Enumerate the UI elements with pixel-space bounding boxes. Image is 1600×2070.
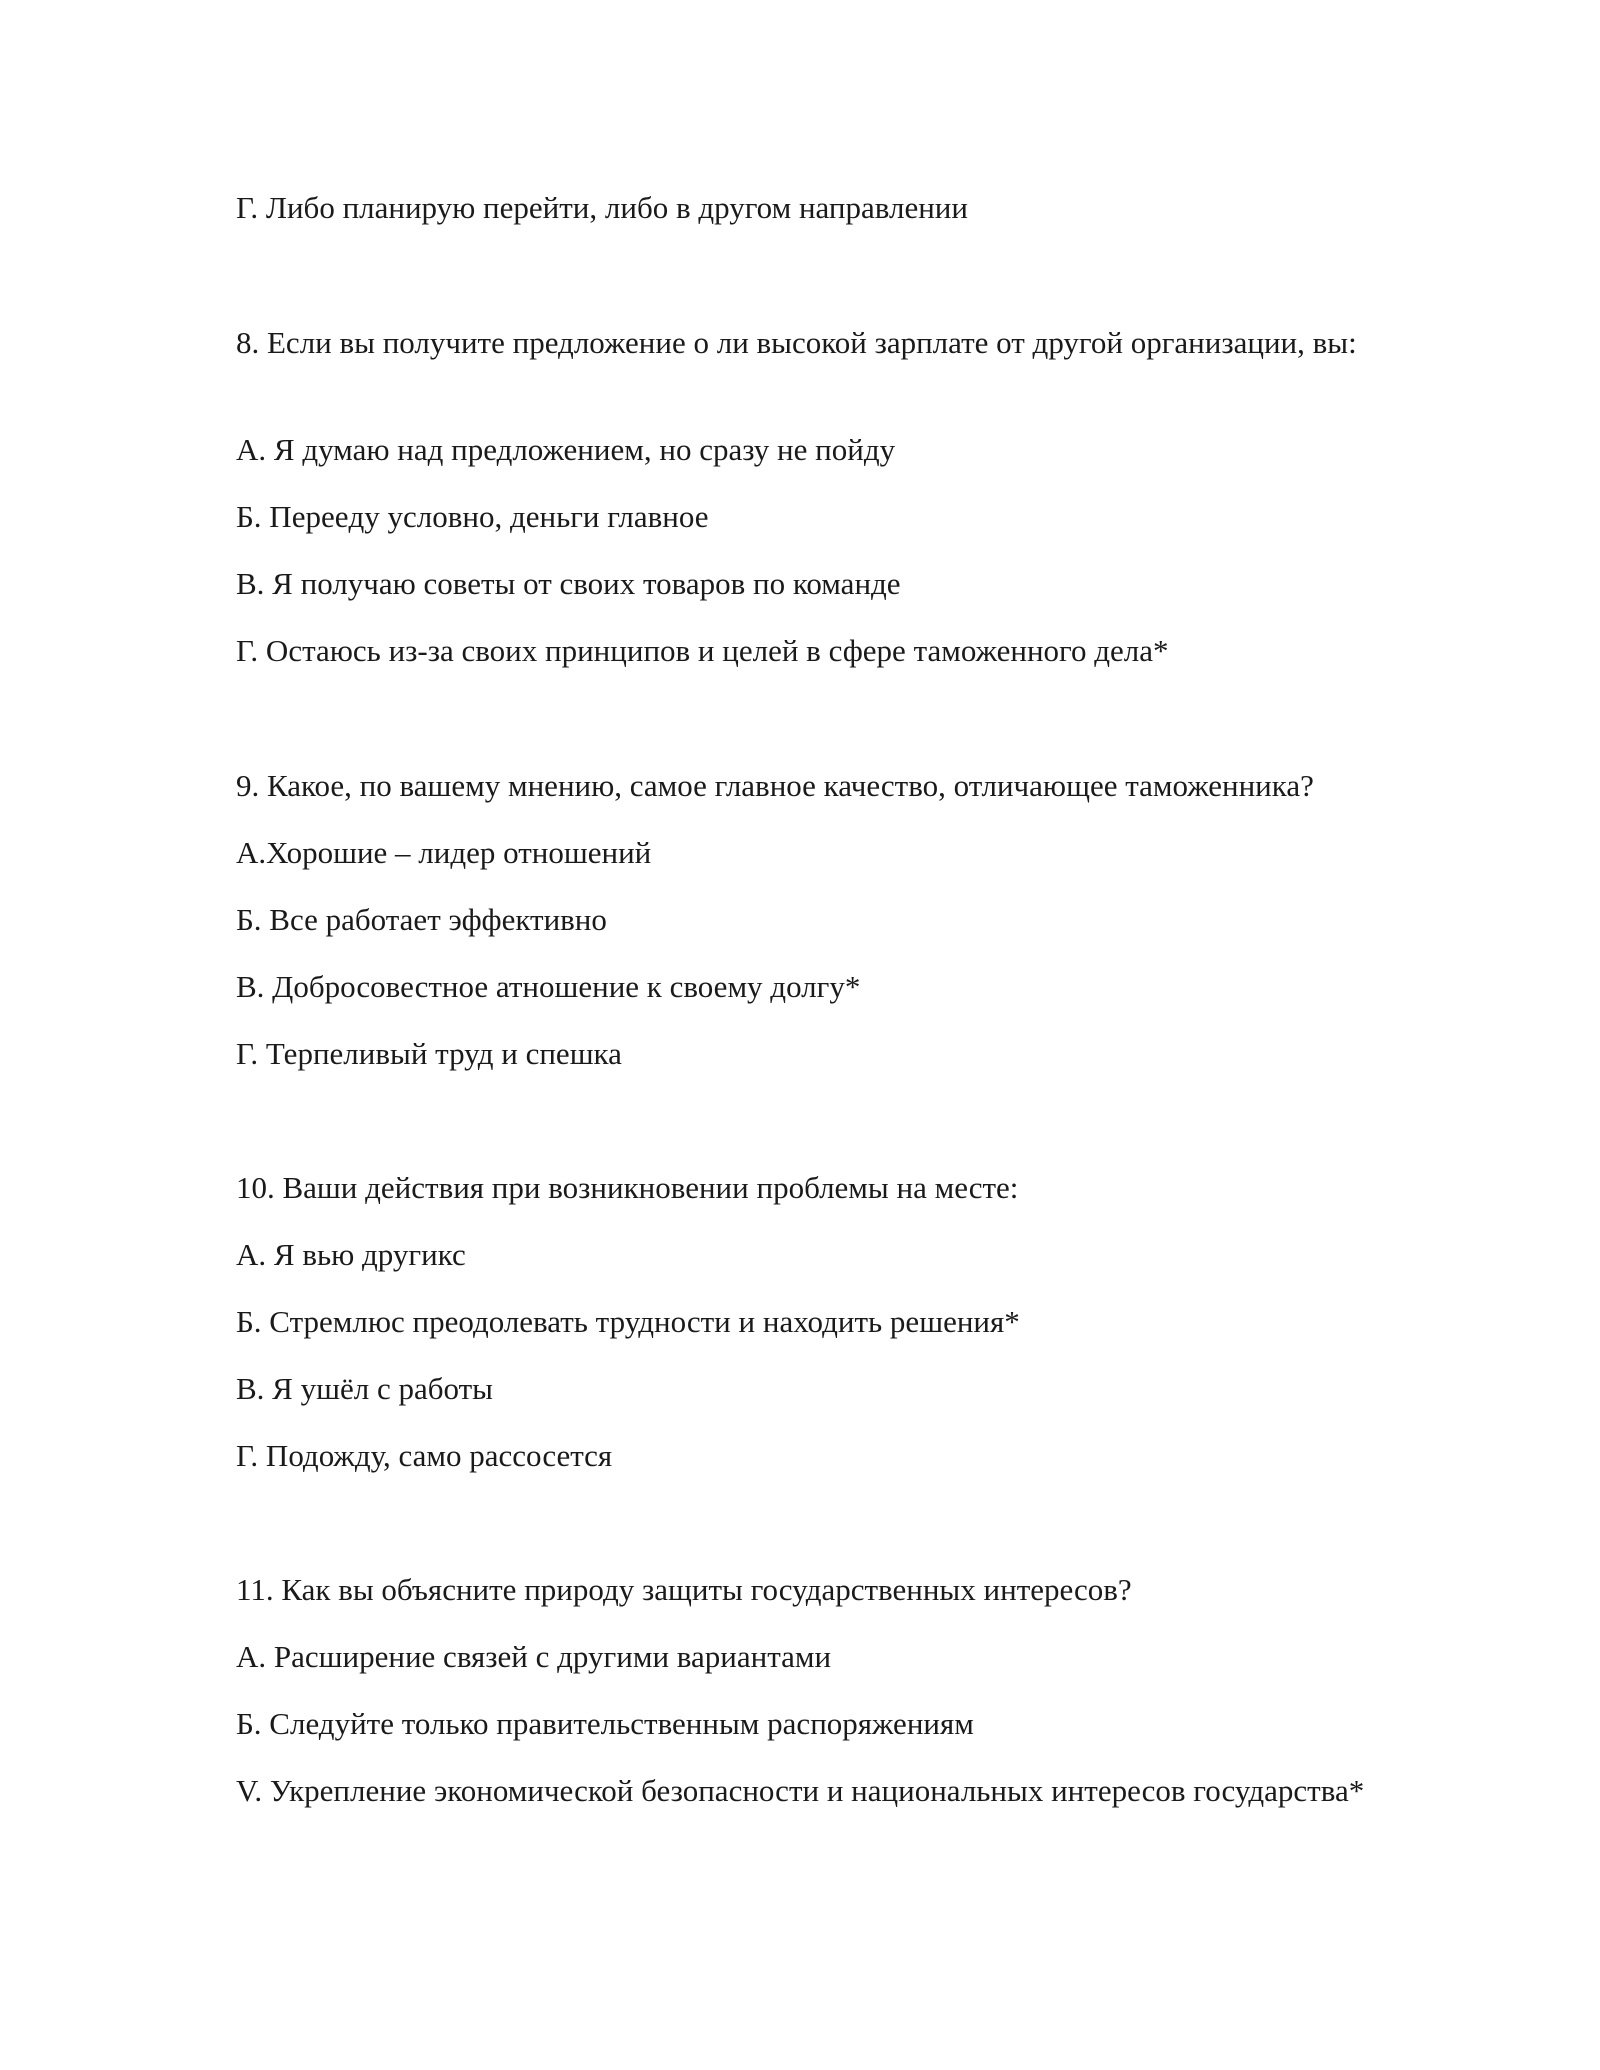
- q11-option-v: V. Укрепление экономической безопасности и национальных интересов государства*: [236, 1773, 1365, 1808]
- q9-question: 9. Какое, по вашему мнению, самое главное качество, отличающее таможенника?: [236, 768, 1314, 803]
- q8-option-v: В. Я получаю советы от своих товаров по команде: [236, 566, 901, 601]
- q8-option-g: Г. Остаюсь из-за своих принципов и целей в сфере таможенного дела*: [236, 633, 1169, 668]
- q9-option-v: В. Добросовестное атношение к своему долгу*: [236, 969, 861, 1004]
- q8-option-a: А. Я думаю над предложением, но сразу не пойду: [236, 432, 896, 467]
- q11-option-a: А. Расширение связей с другими вариантами: [236, 1639, 832, 1674]
- q9-option-b: Б. Все работает эффективно: [236, 902, 607, 937]
- q10-option-a: А. Я вью другикс: [236, 1237, 466, 1272]
- q9-option-g: Г. Терпеливый труд и спешка: [236, 1036, 622, 1071]
- q11-question: 11. Как вы объясните природу защиты государственных интересов?: [236, 1572, 1132, 1607]
- q10-question: 10. Ваши действия при возникновении проблемы на месте:: [236, 1170, 1019, 1205]
- q11-option-b: Б. Следуйте только правительственным распоряжениям: [236, 1706, 974, 1741]
- q10-option-v: В. Я ушёл с работы: [236, 1371, 493, 1406]
- q7-option-g: Г. Либо планирую перейти, либо в другом направлении: [236, 190, 968, 225]
- q8-option-b: Б. Переeду условно, деньги главное: [236, 499, 709, 534]
- q8-question: 8. Если вы получите предложение о ли высокой зарплате от другой организации, вы:: [236, 325, 1357, 360]
- q9-option-a: А.Хорошие – лидер отношений: [236, 835, 652, 870]
- q10-option-b: Б. Стремлюс преодолевать трудности и находить решения*: [236, 1304, 1020, 1339]
- q10-option-g: Г. Подожду, само рассосется: [236, 1438, 613, 1473]
